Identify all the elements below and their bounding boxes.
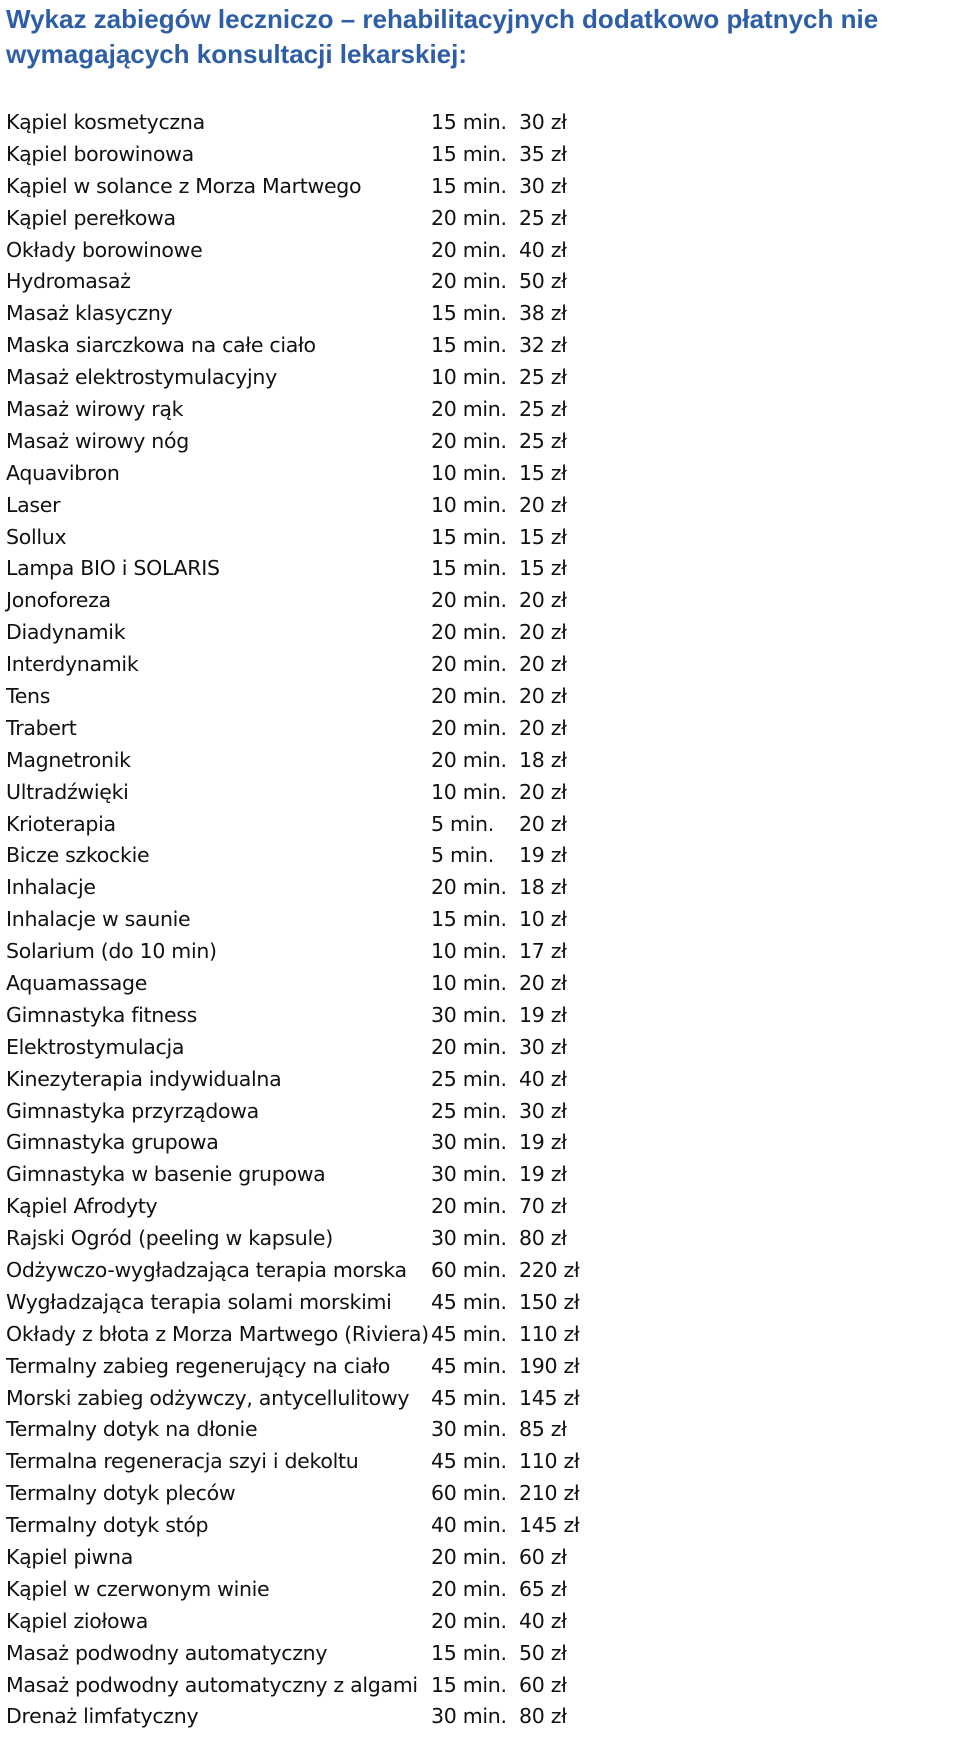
treatment-name: Bicze szkockie xyxy=(6,843,150,868)
treatment-price: 30 zł xyxy=(519,109,567,134)
list-item xyxy=(6,1445,766,1477)
list-item xyxy=(6,1414,766,1446)
list-item xyxy=(6,297,766,329)
treatment-price: 210 zł xyxy=(519,1481,580,1506)
treatment-duration: 10 min. xyxy=(431,970,507,995)
treatment-price: 20 zł xyxy=(519,970,567,995)
treatment-price: 50 zł xyxy=(519,1640,567,1665)
list-item xyxy=(6,1031,766,1063)
treatment-price: 40 zł xyxy=(519,1066,567,1091)
treatment-name: Masaż podwodny automatyczny z algami xyxy=(6,1672,418,1697)
treatment-duration: 30 min. xyxy=(431,1002,507,1027)
treatment-duration: 15 min. xyxy=(431,141,507,166)
list-item xyxy=(6,1318,766,1350)
treatment-price: 80 zł xyxy=(519,1226,567,1251)
treatment-name: Kąpiel piwna xyxy=(6,1545,133,1570)
list-item xyxy=(6,521,766,553)
treatment-name: Kąpiel kosmetyczna xyxy=(6,109,205,134)
treatment-price: 145 zł xyxy=(519,1385,580,1410)
treatment-price: 50 zł xyxy=(519,269,567,294)
treatment-duration: 15 min. xyxy=(431,556,507,581)
treatment-duration: 20 min. xyxy=(431,396,507,421)
treatment-name: Gimnastyka w basenie grupowa xyxy=(6,1162,326,1187)
treatment-name: Ultradźwięki xyxy=(6,779,129,804)
treatment-duration: 15 min. xyxy=(431,333,507,358)
treatment-price: 38 zł xyxy=(519,301,567,326)
page-title: Wykaz zabiegów leczniczo – rehabilitacyjnych dodatkowo płatnych nie wymagających konsultacji lekarskiej: xyxy=(6,4,879,69)
list-item xyxy=(6,1669,766,1701)
treatment-duration: 20 min. xyxy=(431,205,507,230)
list-item xyxy=(6,170,766,202)
treatment-duration: 10 min. xyxy=(431,492,507,517)
treatment-name: Gimnastyka fitness xyxy=(6,1002,198,1027)
treatment-price: 65 zł xyxy=(519,1576,567,1601)
treatment-price: 19 zł xyxy=(519,843,567,868)
treatment-price: 20 zł xyxy=(519,620,567,645)
treatment-duration: 10 min. xyxy=(431,939,507,964)
list-item xyxy=(6,584,766,616)
list-item xyxy=(6,1095,766,1127)
treatment-name: Elektrostymulacja xyxy=(6,1034,185,1059)
treatment-duration: 15 min. xyxy=(431,1640,507,1665)
list-item xyxy=(6,425,766,457)
treatment-duration: 20 min. xyxy=(431,747,507,772)
treatment-duration: 10 min. xyxy=(431,779,507,804)
treatment-price: 110 zł xyxy=(519,1449,580,1474)
list-item xyxy=(6,106,766,138)
list-item xyxy=(6,1254,766,1286)
treatment-price: 20 zł xyxy=(519,492,567,517)
treatment-price: 35 zł xyxy=(519,141,567,166)
list-item xyxy=(6,680,766,712)
treatment-duration: 20 min. xyxy=(431,620,507,645)
treatment-price: 19 zł xyxy=(519,1162,567,1187)
treatment-duration: 25 min. xyxy=(431,1098,507,1123)
treatment-price: 25 zł xyxy=(519,365,567,390)
treatment-duration: 5 min. xyxy=(431,811,494,836)
treatment-name: Termalny dotyk pleców xyxy=(6,1481,236,1506)
treatment-duration: 20 min. xyxy=(431,269,507,294)
treatment-duration: 20 min. xyxy=(431,652,507,677)
list-item xyxy=(6,1127,766,1159)
list-item xyxy=(6,1190,766,1222)
list-item xyxy=(6,1063,766,1095)
treatment-duration: 10 min. xyxy=(431,460,507,485)
treatment-name: Tens xyxy=(6,683,51,708)
treatment-price: 15 zł xyxy=(519,524,567,549)
list-item xyxy=(6,1222,766,1254)
treatment-duration: 15 min. xyxy=(431,524,507,549)
treatment-price: 70 zł xyxy=(519,1194,567,1219)
treatment-price: 15 zł xyxy=(519,460,567,485)
treatment-name: Masaż elektrostymulacyjny xyxy=(6,365,277,390)
list-item xyxy=(6,1158,766,1190)
treatment-duration: 20 min. xyxy=(431,1576,507,1601)
treatment-name: Drenaż limfatyczny xyxy=(6,1704,199,1729)
treatment-name: Gimnastyka grupowa xyxy=(6,1130,219,1155)
treatment-price: 20 zł xyxy=(519,715,567,740)
treatment-duration: 30 min. xyxy=(431,1130,507,1155)
treatment-name: Kąpiel w solance z Morza Martwego xyxy=(6,173,362,198)
treatment-duration: 20 min. xyxy=(431,875,507,900)
treatment-name: Masaż wirowy nóg xyxy=(6,428,189,453)
treatment-duration: 20 min. xyxy=(431,237,507,262)
list-item xyxy=(6,1382,766,1414)
treatment-duration: 15 min. xyxy=(431,109,507,134)
list-item xyxy=(6,234,766,266)
treatment-name: Gimnastyka przyrządowa xyxy=(6,1098,259,1123)
treatment-name: Kąpiel w czerwonym winie xyxy=(6,1576,270,1601)
list-item xyxy=(6,839,766,871)
list-item xyxy=(6,616,766,648)
list-item xyxy=(6,1701,766,1733)
treatment-name: Diadynamik xyxy=(6,620,126,645)
list-item xyxy=(6,903,766,935)
treatment-duration: 15 min. xyxy=(431,301,507,326)
treatment-price: 85 zł xyxy=(519,1417,567,1442)
treatment-price: 110 zł xyxy=(519,1321,580,1346)
treatment-name: Solarium (do 10 min) xyxy=(6,939,217,964)
treatment-name: Inhalacje w saunie xyxy=(6,907,191,932)
treatment-name: Sollux xyxy=(6,524,67,549)
treatment-name: Aquamassage xyxy=(6,970,148,995)
treatment-name: Laser xyxy=(6,492,61,517)
list-item xyxy=(6,552,766,584)
treatment-name: Jonoforeza xyxy=(6,588,111,613)
treatment-duration: 45 min. xyxy=(431,1385,507,1410)
list-item xyxy=(6,393,766,425)
treatment-duration: 20 min. xyxy=(431,1545,507,1570)
treatment-duration: 10 min. xyxy=(431,365,507,390)
treatment-name: Termalny zabieg regenerujący na ciało xyxy=(6,1353,391,1378)
treatment-duration: 20 min. xyxy=(431,1194,507,1219)
treatment-name: Kinezyterapia indywidualna xyxy=(6,1066,282,1091)
list-item xyxy=(6,489,766,521)
treatment-duration: 45 min. xyxy=(431,1321,507,1346)
treatment-price: 18 zł xyxy=(519,875,567,900)
treatment-name: Lampa BIO i SOLARIS xyxy=(6,556,220,581)
treatment-name: Okłady borowinowe xyxy=(6,237,203,262)
treatment-duration: 45 min. xyxy=(431,1289,507,1314)
treatment-name: Kąpiel Afrodyty xyxy=(6,1194,158,1219)
treatment-duration: 20 min. xyxy=(431,588,507,613)
list-item xyxy=(6,744,766,776)
treatment-name: Termalny dotyk na dłonie xyxy=(6,1417,258,1442)
treatment-price: 25 zł xyxy=(519,396,567,421)
list-item xyxy=(6,1350,766,1382)
list-item xyxy=(6,1509,766,1541)
treatment-price: 145 zł xyxy=(519,1513,580,1538)
treatment-duration: 20 min. xyxy=(431,683,507,708)
list-item xyxy=(6,1605,766,1637)
treatment-name: Termalna regeneracja szyi i dekoltu xyxy=(6,1449,359,1474)
treatment-price: 30 zł xyxy=(519,1098,567,1123)
treatment-name: Kąpiel perełkowa xyxy=(6,205,176,230)
treatment-duration: 45 min. xyxy=(431,1449,507,1474)
treatment-duration: 20 min. xyxy=(431,715,507,740)
treatment-price: 19 zł xyxy=(519,1002,567,1027)
treatment-name: Rajski Ogród (peeling w kapsule) xyxy=(6,1226,333,1251)
treatment-name: Aquavibron xyxy=(6,460,120,485)
treatment-price: 25 zł xyxy=(519,428,567,453)
treatment-price: 20 zł xyxy=(519,779,567,804)
treatment-price: 40 zł xyxy=(519,237,567,262)
treatment-duration: 45 min. xyxy=(431,1353,507,1378)
treatment-name: Kąpiel ziołowa xyxy=(6,1608,149,1633)
treatment-price: 18 zł xyxy=(519,747,567,772)
treatment-price: 25 zł xyxy=(519,205,567,230)
list-item xyxy=(6,329,766,361)
list-item xyxy=(6,712,766,744)
treatment-duration: 30 min. xyxy=(431,1704,507,1729)
treatment-price: 60 zł xyxy=(519,1545,567,1570)
list-item xyxy=(6,648,766,680)
list-item xyxy=(6,871,766,903)
treatment-duration: 20 min. xyxy=(431,1034,507,1059)
treatment-price: 20 zł xyxy=(519,652,567,677)
treatment-duration: 15 min. xyxy=(431,1672,507,1697)
list-item xyxy=(6,457,766,489)
treatment-price: 190 zł xyxy=(519,1353,580,1378)
treatment-duration: 5 min. xyxy=(431,843,494,868)
list-item xyxy=(6,1637,766,1669)
treatment-duration: 30 min. xyxy=(431,1226,507,1251)
list-item xyxy=(6,967,766,999)
treatment-duration: 30 min. xyxy=(431,1162,507,1187)
list-item xyxy=(6,999,766,1031)
treatment-price: 20 zł xyxy=(519,683,567,708)
treatment-duration: 30 min. xyxy=(431,1417,507,1442)
treatment-duration: 15 min. xyxy=(431,907,507,932)
treatment-price: 10 zł xyxy=(519,907,567,932)
list-item xyxy=(6,265,766,297)
treatment-price: 15 zł xyxy=(519,556,567,581)
treatment-price: 30 zł xyxy=(519,1034,567,1059)
treatment-duration: 20 min. xyxy=(431,428,507,453)
treatment-price: 80 zł xyxy=(519,1704,567,1729)
treatment-name: Interdynamik xyxy=(6,652,139,677)
treatment-duration: 40 min. xyxy=(431,1513,507,1538)
treatment-name: Masaż klasyczny xyxy=(6,301,173,326)
list-item xyxy=(6,1541,766,1573)
treatment-price: 20 zł xyxy=(519,588,567,613)
treatment-price: 220 zł xyxy=(519,1258,580,1282)
treatment-name: Krioterapia xyxy=(6,811,116,836)
treatment-price: 19 zł xyxy=(519,1130,567,1155)
list-item xyxy=(6,1477,766,1509)
treatment-list xyxy=(6,106,766,1732)
treatment-price: 40 zł xyxy=(519,1608,567,1633)
list-item xyxy=(6,776,766,808)
list-item xyxy=(6,808,766,840)
treatment-name: Morski zabieg odżywczy, antycellulitowy xyxy=(6,1385,410,1410)
list-item xyxy=(6,935,766,967)
treatment-name: Okłady z błota z Morza Martwego (Riviera) xyxy=(6,1321,429,1346)
treatment-duration: 60 min. xyxy=(431,1481,507,1506)
treatment-name: Wygładzająca terapia solami morskimi xyxy=(6,1289,392,1314)
treatment-name: Masaż podwodny automatyczny xyxy=(6,1640,328,1665)
treatment-name: Masaż wirowy rąk xyxy=(6,396,184,421)
treatment-duration: 20 min. xyxy=(431,1608,507,1633)
treatment-name: Trabert xyxy=(6,715,77,740)
treatment-name: Termalny dotyk stóp xyxy=(6,1513,209,1538)
treatment-name: Magnetronik xyxy=(6,747,131,772)
treatment-duration: 60 min. xyxy=(431,1258,507,1282)
treatment-price: 32 zł xyxy=(519,333,567,358)
treatment-name: Inhalacje xyxy=(6,875,96,900)
treatment-name: Maska siarczkowa na całe ciało xyxy=(6,333,316,358)
treatment-price: 17 zł xyxy=(519,939,567,964)
list-item xyxy=(6,1286,766,1318)
list-item xyxy=(6,361,766,393)
list-item xyxy=(6,1573,766,1605)
treatment-price: 150 zł xyxy=(519,1289,580,1314)
list-item xyxy=(6,138,766,170)
treatment-name: Kąpiel borowinowa xyxy=(6,141,194,166)
treatment-name: Odżywczo-wygładzająca terapia morska xyxy=(6,1258,407,1282)
treatment-price: 20 zł xyxy=(519,811,567,836)
treatment-duration: 15 min. xyxy=(431,173,507,198)
treatment-price: 30 zł xyxy=(519,173,567,198)
treatment-price: 60 zł xyxy=(519,1672,567,1697)
treatment-duration: 25 min. xyxy=(431,1066,507,1091)
list-item xyxy=(6,202,766,234)
treatment-name: Hydromasaż xyxy=(6,269,131,294)
